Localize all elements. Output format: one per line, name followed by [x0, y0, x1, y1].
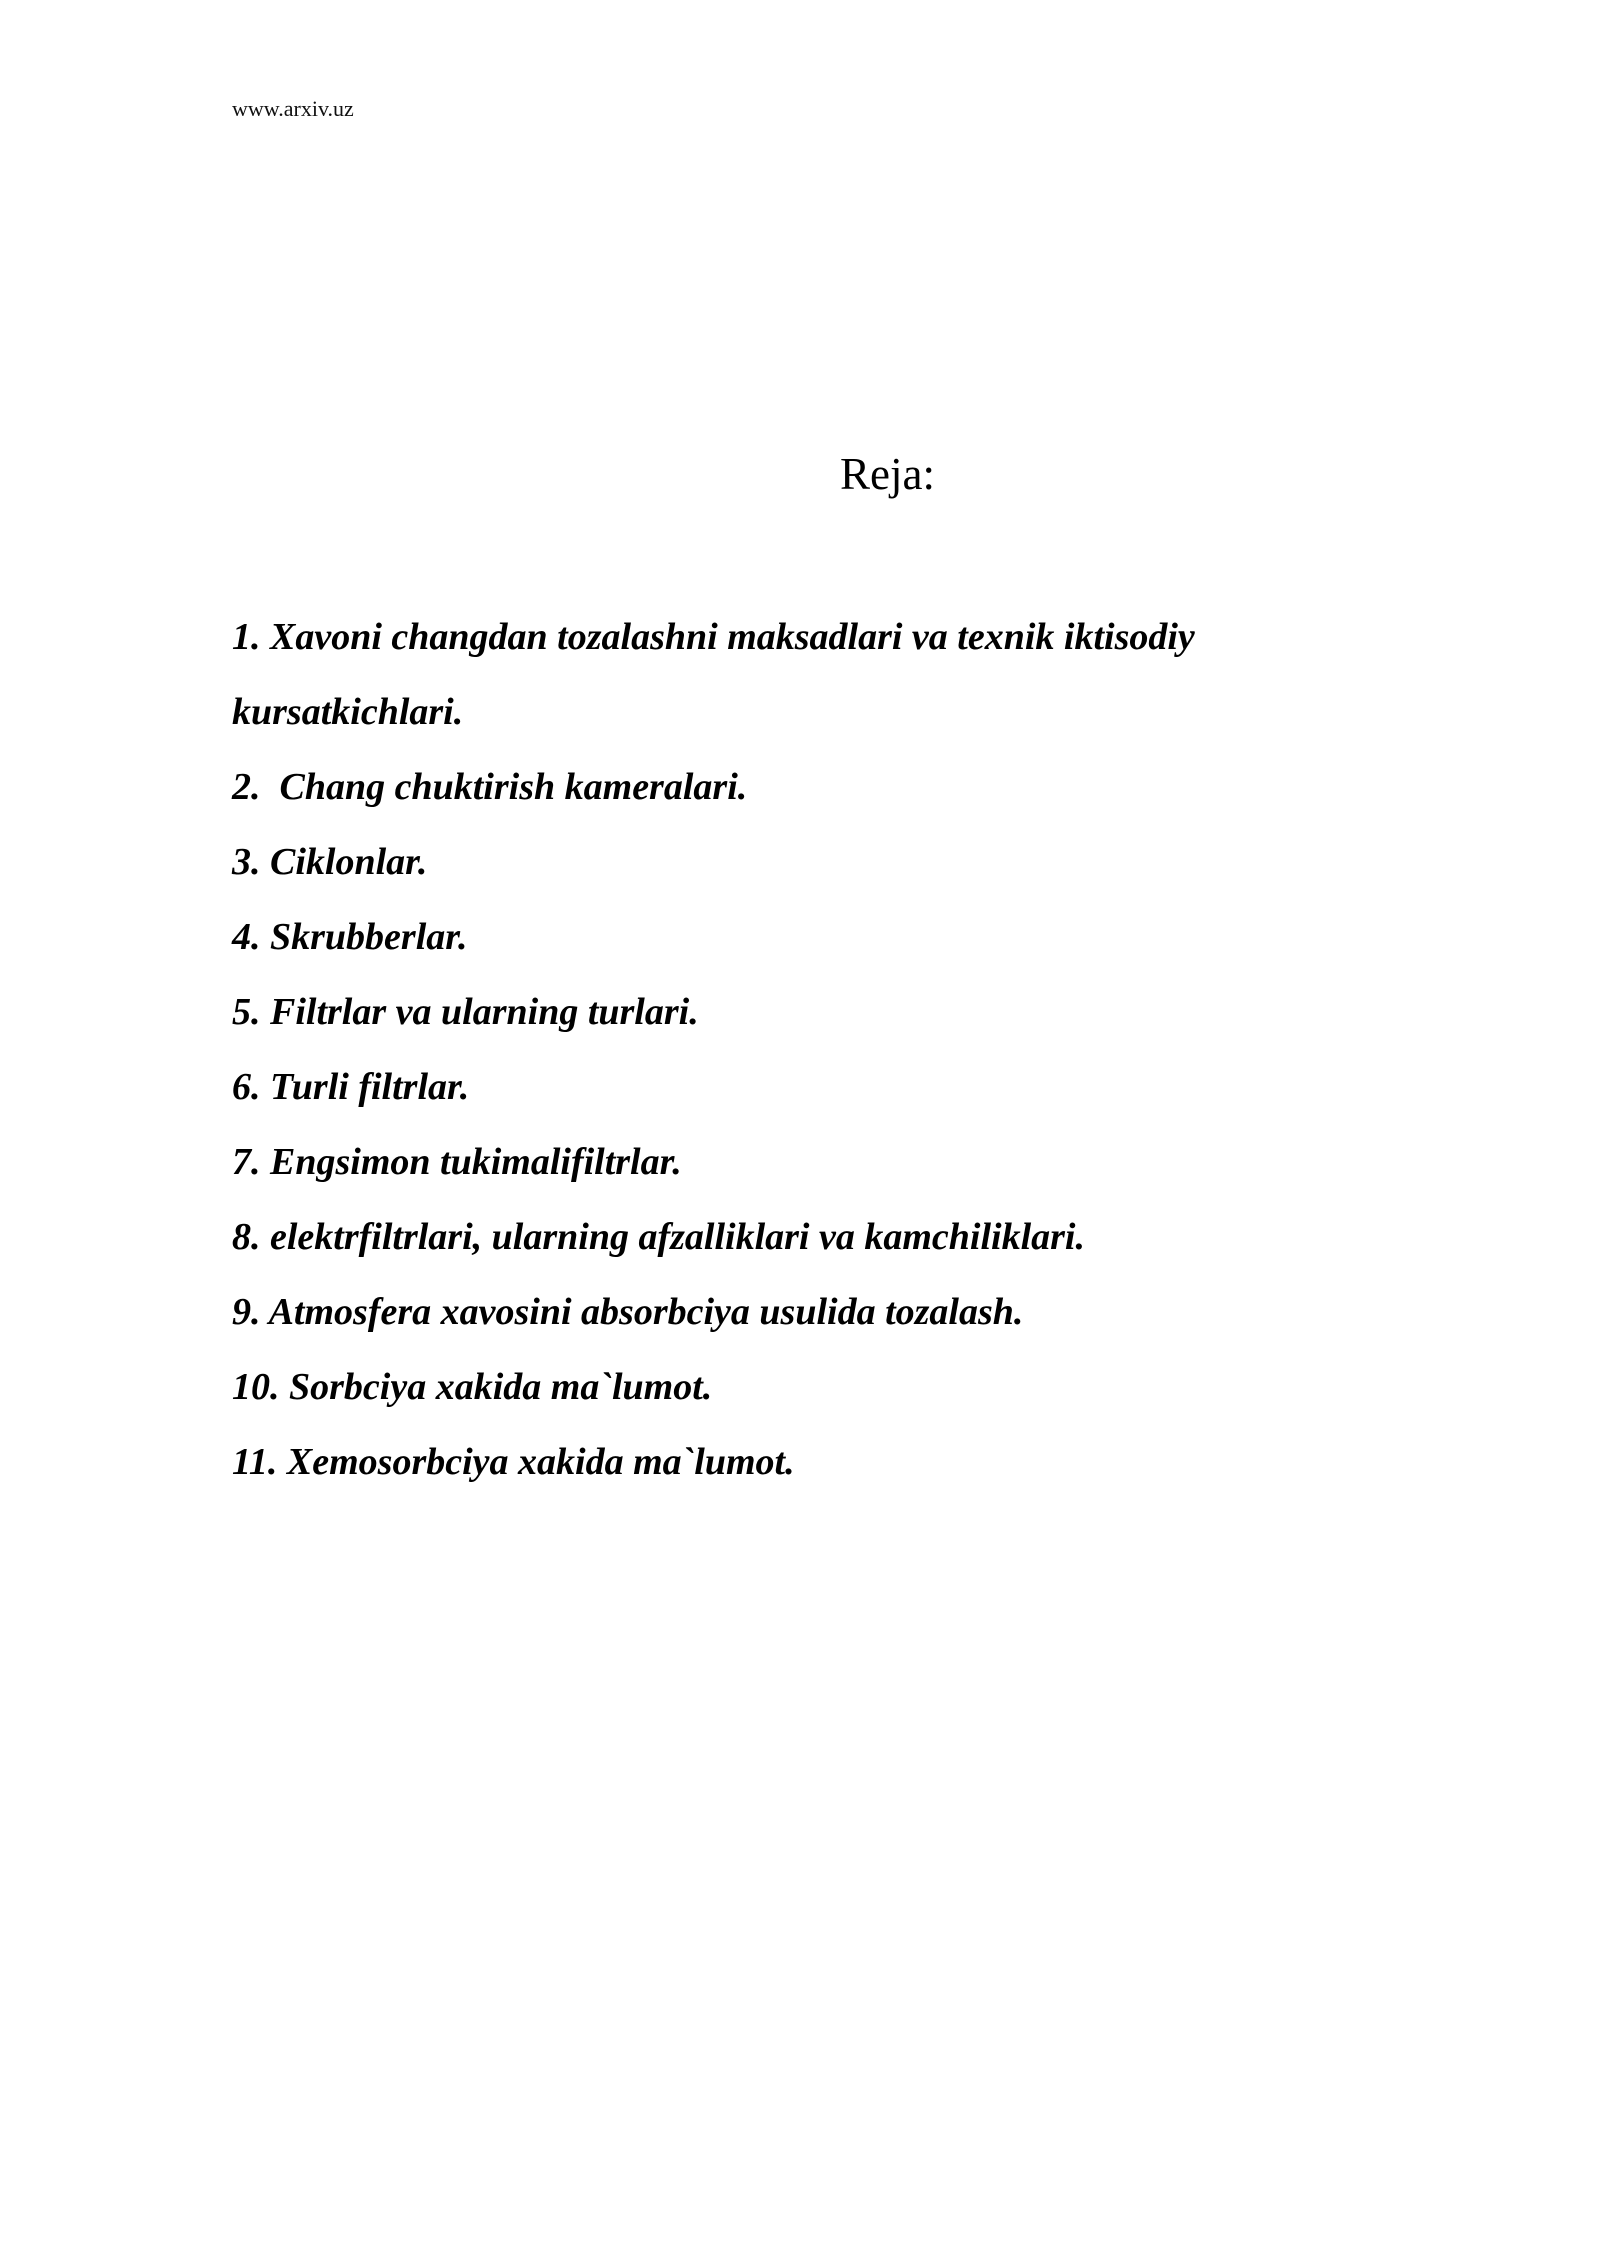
plan-item-5: 5. Filtrlar va ularning turlari. — [232, 991, 699, 1033]
plan-item-4: 4. Skrubberlar. — [232, 916, 468, 958]
plan-item-1-line-2: kursatkichlari. — [232, 691, 464, 733]
plan-item-9: 9. Atmosfera xavosini absorbciya usulida tozalash. — [232, 1291, 1024, 1333]
site-url-header: www.arxiv.uz — [232, 96, 354, 121]
plan-list — [232, 600, 1412, 1500]
plan-item-3: 3. Ciklonlar. — [232, 841, 428, 883]
plan-item-11: 11. Xemosorbciya xakida ma`lumot. — [232, 1441, 795, 1483]
plan-item-8: 8. elektrfiltrlari, ularning afzalliklari va kamchiliklari. — [232, 1216, 1085, 1258]
plan-item-10: 10. Sorbciya xakida ma`lumot. — [232, 1366, 713, 1408]
plan-item-2: 2. Chang chuktirish kameralari. — [232, 766, 748, 808]
plan-item-1-line-1: 1. Xavoni changdan tozalashni maksadlari va texnik iktisodiy — [232, 616, 1195, 658]
plan-item-6: 6. Turli filtrlar. — [232, 1066, 470, 1108]
plan-item-7: 7. Engsimon tukimalifiltrlar. — [232, 1141, 682, 1183]
plan-title: Reja: — [840, 449, 935, 499]
